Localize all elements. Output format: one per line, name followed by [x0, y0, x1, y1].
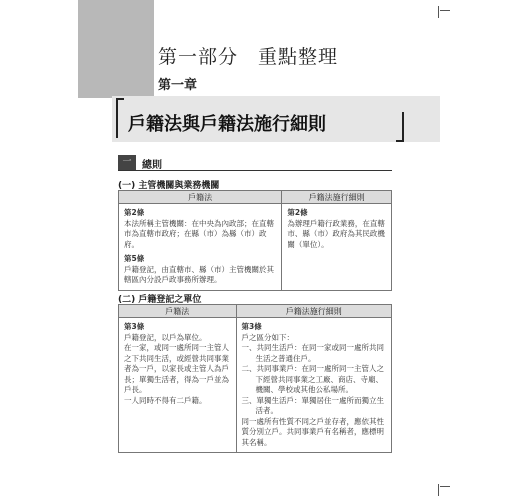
crop-mark: [440, 486, 450, 487]
subsection-title: (一) 主管機關與業務機關: [118, 181, 220, 191]
chapter-title: 戶籍法與戶籍法施行細則: [128, 114, 326, 135]
article-number: 第2條: [124, 208, 145, 217]
article-text: 本法所稱主管機關：在中央為內政部；在直轄市為直轄市政府；在縣（市）為縣（市）政府。: [124, 218, 274, 249]
article-number: 第5條: [124, 254, 145, 263]
section-number-badge: 一: [118, 155, 136, 170]
table-cell: [282, 204, 392, 291]
bracket-decoration: [116, 98, 124, 138]
table-header-row: [119, 191, 392, 204]
table-cell: [119, 204, 282, 291]
column-header: 戶籍法施行細則: [236, 305, 391, 318]
article-text: 戶籍登記，由直轄市、縣（市）主管機關於其轄區內分設戶政事務所辦理。: [124, 264, 274, 284]
article-text: 戶籍登記，以戶為單位。: [124, 332, 207, 342]
article-text: 同一處所有性質不同之戶並存者，應依其性質分別立戶。共同事業戶有名稱者，應標明其名稱。: [241, 416, 385, 447]
article-text: 在一家，或同一處所同一主管人之下共同生活，或經營共同事業者為一戶，以家長或主管人為戶長；單獨生活者，得為一戶並為戶長。: [124, 343, 229, 394]
crop-mark: [440, 10, 450, 11]
table-cell: [236, 318, 391, 453]
comparison-table: [118, 304, 392, 453]
table-row: [119, 204, 392, 291]
article-text: 為辦理戶籍行政業務，在直轄市、縣（市）政府為其民政機關（單位）。: [287, 218, 385, 249]
crop-mark: [438, 6, 439, 18]
article-number: 第3條: [241, 322, 262, 331]
article-text: 戶之區分如下：: [241, 332, 295, 342]
chapter-label: 第一章: [158, 78, 198, 93]
column-header: 戶籍法: [119, 305, 237, 318]
part-title: 第一部分 重點整理: [158, 46, 339, 68]
section-heading: [118, 155, 392, 171]
table-cell: [119, 318, 237, 453]
column-header: 戶籍法施行細則: [282, 191, 392, 204]
article-number: 第2條: [287, 208, 308, 217]
subsection-title: (二) 戶籍登記之單位: [118, 295, 202, 305]
bracket-decoration: [396, 112, 404, 142]
comparison-table: [118, 190, 392, 291]
section-title: 總則: [142, 160, 162, 171]
list-item: 三、單獨生活戶：單獨居住一處所而獨立生活者。: [241, 395, 385, 415]
table-row: [119, 318, 392, 453]
table-header-row: [119, 305, 392, 318]
article-text: 一人同時不得有二戶籍。: [124, 395, 207, 405]
list-item: 二、共同事業戶：在同一處所同一主管人之下經營共同事業之工廠、商店、寺廟、機關、學校或其他公私場所。: [241, 364, 385, 394]
article-number: 第3條: [124, 322, 145, 331]
column-header: 戶籍法: [119, 191, 282, 204]
crop-mark: [438, 484, 439, 496]
list-item: 一、共同生活戶：在同一家或同一處所共同生活之普通住戶。: [241, 343, 385, 363]
decorative-block: [78, 0, 154, 98]
